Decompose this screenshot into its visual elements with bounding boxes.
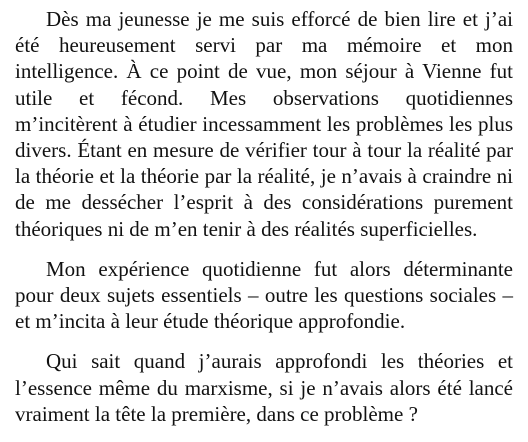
body-text bbox=[15, 6, 513, 427]
paragraph-1: Dès ma jeunesse je me suis efforcé de bien lire et j’ai été heureusement servi par ma mémoire et mon intelligence. À ce point de vue, mon séjour à Vienne fut utile et fécond. Mes observations quotidiennes m’incitèrent à étudier incessamment les problèmes les plus divers. Étant en mesure de vérifier tour à tour la réalité par la théorie et la théorie par la réalité, je n’avais à craindre ni de me dessécher l’esprit à des considérations purement théoriques ni de m’en tenir à des réalités superficielles. bbox=[15, 7, 513, 241]
paragraph-3: Qui sait quand j’aurais approfondi les théories et l’essence même du marxisme, si je n’avais alors été lancé vraiment la tête la première, dans ce problème ? bbox=[15, 349, 513, 426]
paragraph-2: Mon expérience quotidienne fut alors déterminante pour deux sujets essentiels – outre les questions sociales – et m’incita à leur étude théorique approfondie. bbox=[15, 256, 513, 334]
